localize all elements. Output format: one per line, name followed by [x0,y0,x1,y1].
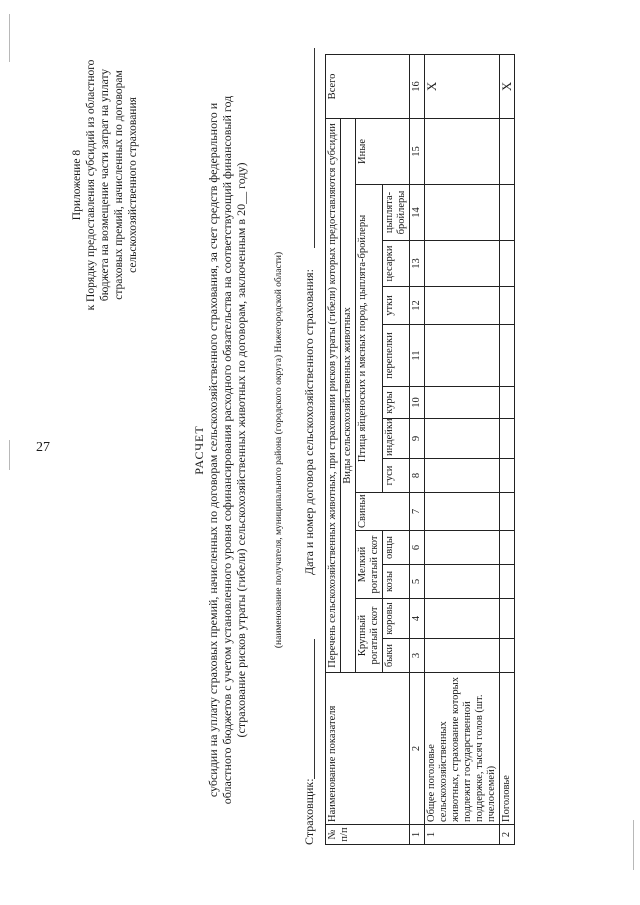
title-line: субсидии на уплату страховых премий, начисленных по договорам сельскохозяйственного страхования, за счет средств федерального и [206,102,220,798]
column-number: 15 [410,118,425,184]
column-number: 13 [410,241,425,287]
data-cell [425,387,500,419]
column-number-row [410,54,425,844]
appendix-line: к Порядку предоставления субсидий из областного [85,59,97,311]
data-cell [425,565,500,599]
column-number: 4 [410,599,425,639]
data-cell [425,493,500,531]
column-number: 3 [410,639,425,673]
data-cell [500,599,515,639]
sub-header: индейки [383,419,410,459]
data-cell [500,325,515,387]
header-list: Перечень сельскохозяйственных животных, при страховании рисков утраты (гибели) которых предоставляются субсидии [326,118,341,672]
calculation-table [325,54,515,845]
data-cell [425,639,500,673]
data-cell [500,287,515,325]
data-cell [500,241,515,287]
sub-header: утки [383,287,410,325]
column-number: 10 [410,387,425,419]
appendix-line: бюджета на возмещение части затрат на уплату [99,68,111,302]
contract-blank-line [314,48,315,248]
document-title [192,35,248,865]
title-line: областного бюджетов с учетом установленного уровня софинансирования расходного обязательства на соответствующий финансовый год [220,95,234,805]
total-cell: Х [500,54,515,118]
data-cell [425,531,500,565]
header-large-cattle: Крупный рогатый скот [356,599,383,673]
column-number: 11 [410,325,425,387]
data-cell [500,639,515,673]
total-cell: Х [425,54,500,118]
data-cell [500,185,515,241]
data-cell [500,565,515,599]
region-note: (наименование получателя, муниципального района (городского округа) Нижегородской области) [274,251,284,649]
data-cell [425,459,500,493]
header-poultry: Птица яйценоских и мясных пород, цыплята-бройлеры [356,185,383,493]
data-cell [425,287,500,325]
scan-mark-left-top [9,14,10,62]
appendix-line: страховых премий, начисленных по договорам [113,70,125,300]
data-cell [425,325,500,387]
sub-header: быки [383,639,410,673]
appendix-title: Приложение 8 [71,149,83,221]
header-small-cattle: Мелкий рогатый скот [356,531,383,599]
appendix-line: сельскохозяйственного страхования [127,97,139,273]
table-row [425,54,500,844]
sub-header: куры [383,387,410,419]
data-cell [500,493,515,531]
header-name: Наименование показателя [326,673,410,825]
sub-header: перепелки [383,325,410,387]
sub-header: овцы [383,531,410,565]
sub-header: коровы [383,599,410,639]
data-cell [425,599,500,639]
column-number: 16 [410,54,425,118]
sub-header: цыплята-бройлеры [383,185,410,241]
data-cell [500,531,515,565]
row-name: Общее поголовье сельскохозяйственных животных, страхование которых подлежит государственной поддержке, тысяч голов (шт. пчелосемей) [425,673,500,825]
column-number: 1 [410,825,425,845]
contract-label: Дата и номер договора сельскохозяйственного страхования: [302,269,316,575]
header-no: № п/п [326,825,410,845]
data-cell [500,387,515,419]
data-cell [425,185,500,241]
data-cell [425,118,500,184]
column-number: 9 [410,419,425,459]
page-number: 27 [36,440,50,455]
insurer-blank-line [314,639,315,779]
table-row [500,54,515,844]
column-number: 7 [410,493,425,531]
row-number: 1 [425,825,500,845]
data-cell [425,419,500,459]
header-pigs: Свиньи [356,493,410,531]
scan-mark-right [633,820,634,870]
data-cell [425,241,500,287]
scan-mark-left-middle [9,440,10,470]
row-name: Поголовье [500,673,515,825]
data-cell [500,118,515,184]
column-number: 6 [410,531,425,565]
column-number: 5 [410,565,425,599]
header-types: Виды сельскохозяйственных животных [341,118,356,672]
header-row [326,54,341,844]
rotated-sheet [70,35,570,865]
title-line: (страхование рисков утраты (гибели) сельскохозяйственных животных по договорам, заключенным в 20__ году) [234,162,248,738]
sub-header: гуси [383,459,410,493]
sub-header: цесарки [383,241,410,287]
insurer-label: Страховщик: [302,778,316,845]
sub-header: козы [383,565,410,599]
appendix-block [70,55,140,315]
header-total: Всего [326,54,410,118]
header-other: Иные [356,118,410,184]
column-number: 2 [410,673,425,825]
column-number: 14 [410,185,425,241]
data-cell [500,419,515,459]
column-number: 8 [410,459,425,493]
column-number: 12 [410,287,425,325]
row-number: 2 [500,825,515,845]
data-cell [500,459,515,493]
title-main: РАСЧЕТ [192,425,206,475]
